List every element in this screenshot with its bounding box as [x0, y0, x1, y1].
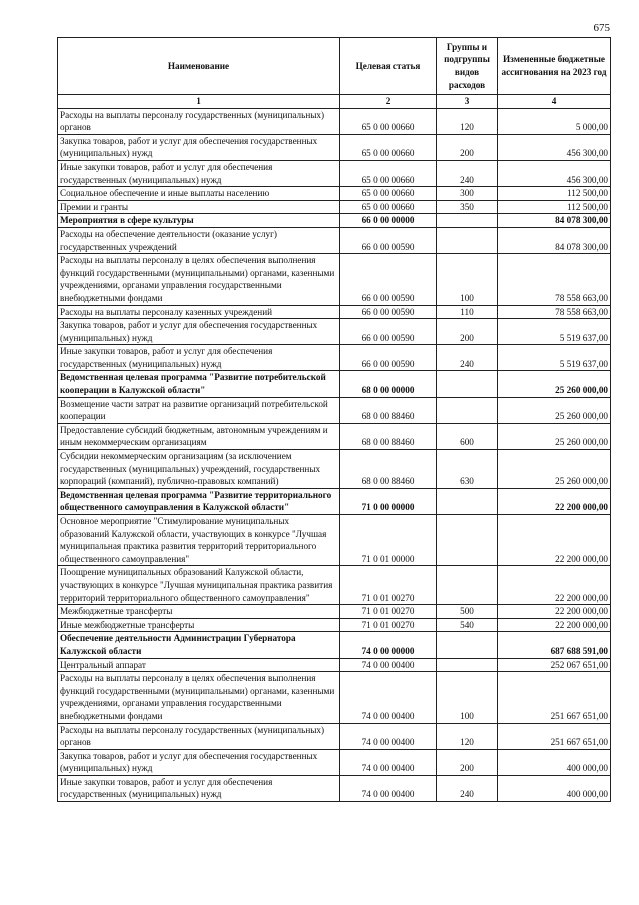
table-row [58, 515, 611, 566]
table-row [58, 618, 611, 632]
row-name: Иные закупки товаров, работ и услуг для обеспечения государственных (муниципальных) нужд [58, 160, 340, 186]
row-expense-group [437, 488, 498, 514]
row-name: Мероприятия в сфере культуры [58, 214, 340, 228]
table-row [58, 319, 611, 345]
table-header [58, 38, 611, 109]
row-target-article: 66 0 00 00590 [340, 305, 437, 319]
row-amount: 25 260 000,00 [498, 423, 611, 449]
row-amount: 5 000,00 [498, 108, 611, 134]
row-target-article: 74 0 00 00400 [340, 672, 437, 723]
row-name: Ведомственная целевая программа "Развитие территориального общественного самоуправления в Калужской области" [58, 488, 340, 514]
row-target-article: 65 0 00 00660 [340, 160, 437, 186]
row-expense-group: 240 [437, 345, 498, 371]
row-target-article: 65 0 00 00660 [340, 108, 437, 134]
row-target-article: 74 0 00 00000 [340, 632, 437, 658]
row-expense-group: 540 [437, 618, 498, 632]
row-amount: 252 067 651,00 [498, 658, 611, 672]
row-target-article: 65 0 00 00660 [340, 200, 437, 214]
row-amount: 22 200 000,00 [498, 515, 611, 566]
row-name: Расходы на выплаты персоналу в целях обеспечения выполнения функций государственными (муниципальными) органами, казенными учреждениями, органами управления государственными внебюджетными фондами [58, 672, 340, 723]
row-expense-group: 300 [437, 187, 498, 201]
row-name: Возмещение части затрат на развитие организаций потребительской кооперации [58, 397, 340, 423]
row-target-article: 66 0 00 00590 [340, 254, 437, 305]
row-expense-group [437, 397, 498, 423]
row-expense-group [437, 515, 498, 566]
row-expense-group [437, 371, 498, 397]
budget-table [57, 37, 611, 802]
row-name: Центральный аппарат [58, 658, 340, 672]
row-target-article: 66 0 00 00590 [340, 227, 437, 253]
row-expense-group: 200 [437, 319, 498, 345]
row-expense-group: 100 [437, 672, 498, 723]
column-index: 1 [58, 95, 340, 109]
table-row [58, 566, 611, 605]
row-target-article: 68 0 00 88460 [340, 423, 437, 449]
row-amount: 22 200 000,00 [498, 618, 611, 632]
row-target-article: 65 0 00 00660 [340, 134, 437, 160]
row-target-article: 71 0 01 00270 [340, 605, 437, 619]
table-row [58, 371, 611, 397]
row-amount: 78 558 663,00 [498, 305, 611, 319]
table-row [58, 488, 611, 514]
row-target-article: 68 0 00 88460 [340, 450, 437, 489]
row-expense-group [437, 632, 498, 658]
row-expense-group: 200 [437, 749, 498, 775]
table-row [58, 749, 611, 775]
row-name: Межбюджетные трансферты [58, 605, 340, 619]
row-target-article: 71 0 01 00270 [340, 618, 437, 632]
row-amount: 84 078 300,00 [498, 227, 611, 253]
row-amount: 456 300,00 [498, 134, 611, 160]
row-amount: 78 558 663,00 [498, 254, 611, 305]
row-amount: 5 519 637,00 [498, 345, 611, 371]
row-amount: 400 000,00 [498, 749, 611, 775]
row-name: Расходы на выплаты персоналу казенных учреждений [58, 305, 340, 319]
row-target-article: 74 0 00 00400 [340, 775, 437, 801]
table-row [58, 134, 611, 160]
row-expense-group: 240 [437, 160, 498, 186]
row-expense-group: 100 [437, 254, 498, 305]
row-expense-group: 120 [437, 108, 498, 134]
row-expense-group: 630 [437, 450, 498, 489]
row-name: Поощрение муниципальных образований Калужской области, участвующих в конкурсе "Лучшая муниципальная практика развития территорий территориального общественного самоуправления" [58, 566, 340, 605]
header-name: Наименование [58, 38, 340, 95]
table-row [58, 632, 611, 658]
row-name: Закупка товаров, работ и услуг для обеспечения государственных (муниципальных) нужд [58, 749, 340, 775]
table-body [58, 108, 611, 801]
table-row [58, 160, 611, 186]
row-name: Обеспечение деятельности Администрации Губернатора Калужской области [58, 632, 340, 658]
row-name: Ведомственная целевая программа "Развитие потребительской кооперации в Калужской области" [58, 371, 340, 397]
row-amount: 112 500,00 [498, 200, 611, 214]
row-amount: 251 667 651,00 [498, 723, 611, 749]
table-row [58, 450, 611, 489]
table-row [58, 345, 611, 371]
row-target-article: 66 0 00 00590 [340, 319, 437, 345]
row-target-article: 68 0 00 00000 [340, 371, 437, 397]
row-amount: 456 300,00 [498, 160, 611, 186]
table-row [58, 214, 611, 228]
row-name: Иные закупки товаров, работ и услуг для обеспечения государственных (муниципальных) нужд [58, 775, 340, 801]
row-target-article: 66 0 00 00590 [340, 345, 437, 371]
table-row [58, 227, 611, 253]
row-amount: 25 260 000,00 [498, 397, 611, 423]
row-expense-group: 350 [437, 200, 498, 214]
row-amount: 400 000,00 [498, 775, 611, 801]
table-row [58, 672, 611, 723]
row-name: Иные межбюджетные трансферты [58, 618, 340, 632]
row-expense-group: 240 [437, 775, 498, 801]
row-expense-group: 200 [437, 134, 498, 160]
row-amount: 22 200 000,00 [498, 566, 611, 605]
row-target-article: 71 0 00 00000 [340, 488, 437, 514]
row-amount: 112 500,00 [498, 187, 611, 201]
table-row [58, 200, 611, 214]
table-row [58, 605, 611, 619]
header-expense-groups: Группы и подгруппы видов расходов [437, 38, 498, 95]
row-name: Предоставление субсидий бюджетным, автономным учреждениям и иным некоммерческим организациям [58, 423, 340, 449]
table-row [58, 397, 611, 423]
row-name: Закупка товаров, работ и услуг для обеспечения государственных (муниципальных) нужд [58, 134, 340, 160]
row-amount: 22 200 000,00 [498, 605, 611, 619]
table-row [58, 187, 611, 201]
row-expense-group: 110 [437, 305, 498, 319]
row-target-article: 68 0 00 88460 [340, 397, 437, 423]
row-target-article: 66 0 00 00000 [340, 214, 437, 228]
column-index: 3 [437, 95, 498, 109]
table-row [58, 423, 611, 449]
row-name: Премии и гранты [58, 200, 340, 214]
row-expense-group: 500 [437, 605, 498, 619]
row-name: Расходы на выплаты персоналу государственных (муниципальных) органов [58, 108, 340, 134]
row-amount: 25 260 000,00 [498, 371, 611, 397]
row-name: Основное мероприятие "Стимулирование муниципальных образований Калужской области, участвующих в конкурсе "Лучшая муниципальная практика развития территорий территориального общественного самоуправления" [58, 515, 340, 566]
row-target-article: 74 0 00 00400 [340, 749, 437, 775]
header-target-article: Целевая статья [340, 38, 437, 95]
row-expense-group [437, 227, 498, 253]
row-expense-group: 600 [437, 423, 498, 449]
page-number: 675 [593, 22, 610, 34]
row-name: Социальное обеспечение и иные выплаты населению [58, 187, 340, 201]
header-allocations-2023: Измененные бюджетные ассигнования на 2023 год [498, 38, 611, 95]
column-index: 4 [498, 95, 611, 109]
column-index: 2 [340, 95, 437, 109]
row-amount: 251 667 651,00 [498, 672, 611, 723]
table-row [58, 775, 611, 801]
row-expense-group [437, 214, 498, 228]
row-name: Расходы на обеспечение деятельности (оказание услуг) государственных учреждений [58, 227, 340, 253]
table-row [58, 254, 611, 305]
row-name: Расходы на выплаты персоналу государственных (муниципальных) органов [58, 723, 340, 749]
row-expense-group [437, 658, 498, 672]
row-name: Субсидии некоммерческим организациям (за исключением государственных (муниципальных) учреждений, государственных корпораций (компаний), публично-правовых компаний) [58, 450, 340, 489]
row-expense-group [437, 566, 498, 605]
row-target-article: 74 0 00 00400 [340, 658, 437, 672]
table-row [58, 658, 611, 672]
row-expense-group: 120 [437, 723, 498, 749]
table-row [58, 723, 611, 749]
table-row [58, 305, 611, 319]
row-amount: 687 688 591,00 [498, 632, 611, 658]
table-row [58, 108, 611, 134]
row-amount: 25 260 000,00 [498, 450, 611, 489]
row-name: Иные закупки товаров, работ и услуг для обеспечения государственных (муниципальных) нужд [58, 345, 340, 371]
row-amount: 5 519 637,00 [498, 319, 611, 345]
row-amount: 22 200 000,00 [498, 488, 611, 514]
row-target-article: 74 0 00 00400 [340, 723, 437, 749]
row-name: Расходы на выплаты персоналу в целях обеспечения выполнения функций государственными (муниципальными) органами, казенными учреждениями, органами управления государственными внебюджетными фондами [58, 254, 340, 305]
row-target-article: 71 0 01 00000 [340, 515, 437, 566]
row-target-article: 65 0 00 00660 [340, 187, 437, 201]
row-name: Закупка товаров, работ и услуг для обеспечения государственных (муниципальных) нужд [58, 319, 340, 345]
row-target-article: 71 0 01 00270 [340, 566, 437, 605]
row-amount: 84 078 300,00 [498, 214, 611, 228]
